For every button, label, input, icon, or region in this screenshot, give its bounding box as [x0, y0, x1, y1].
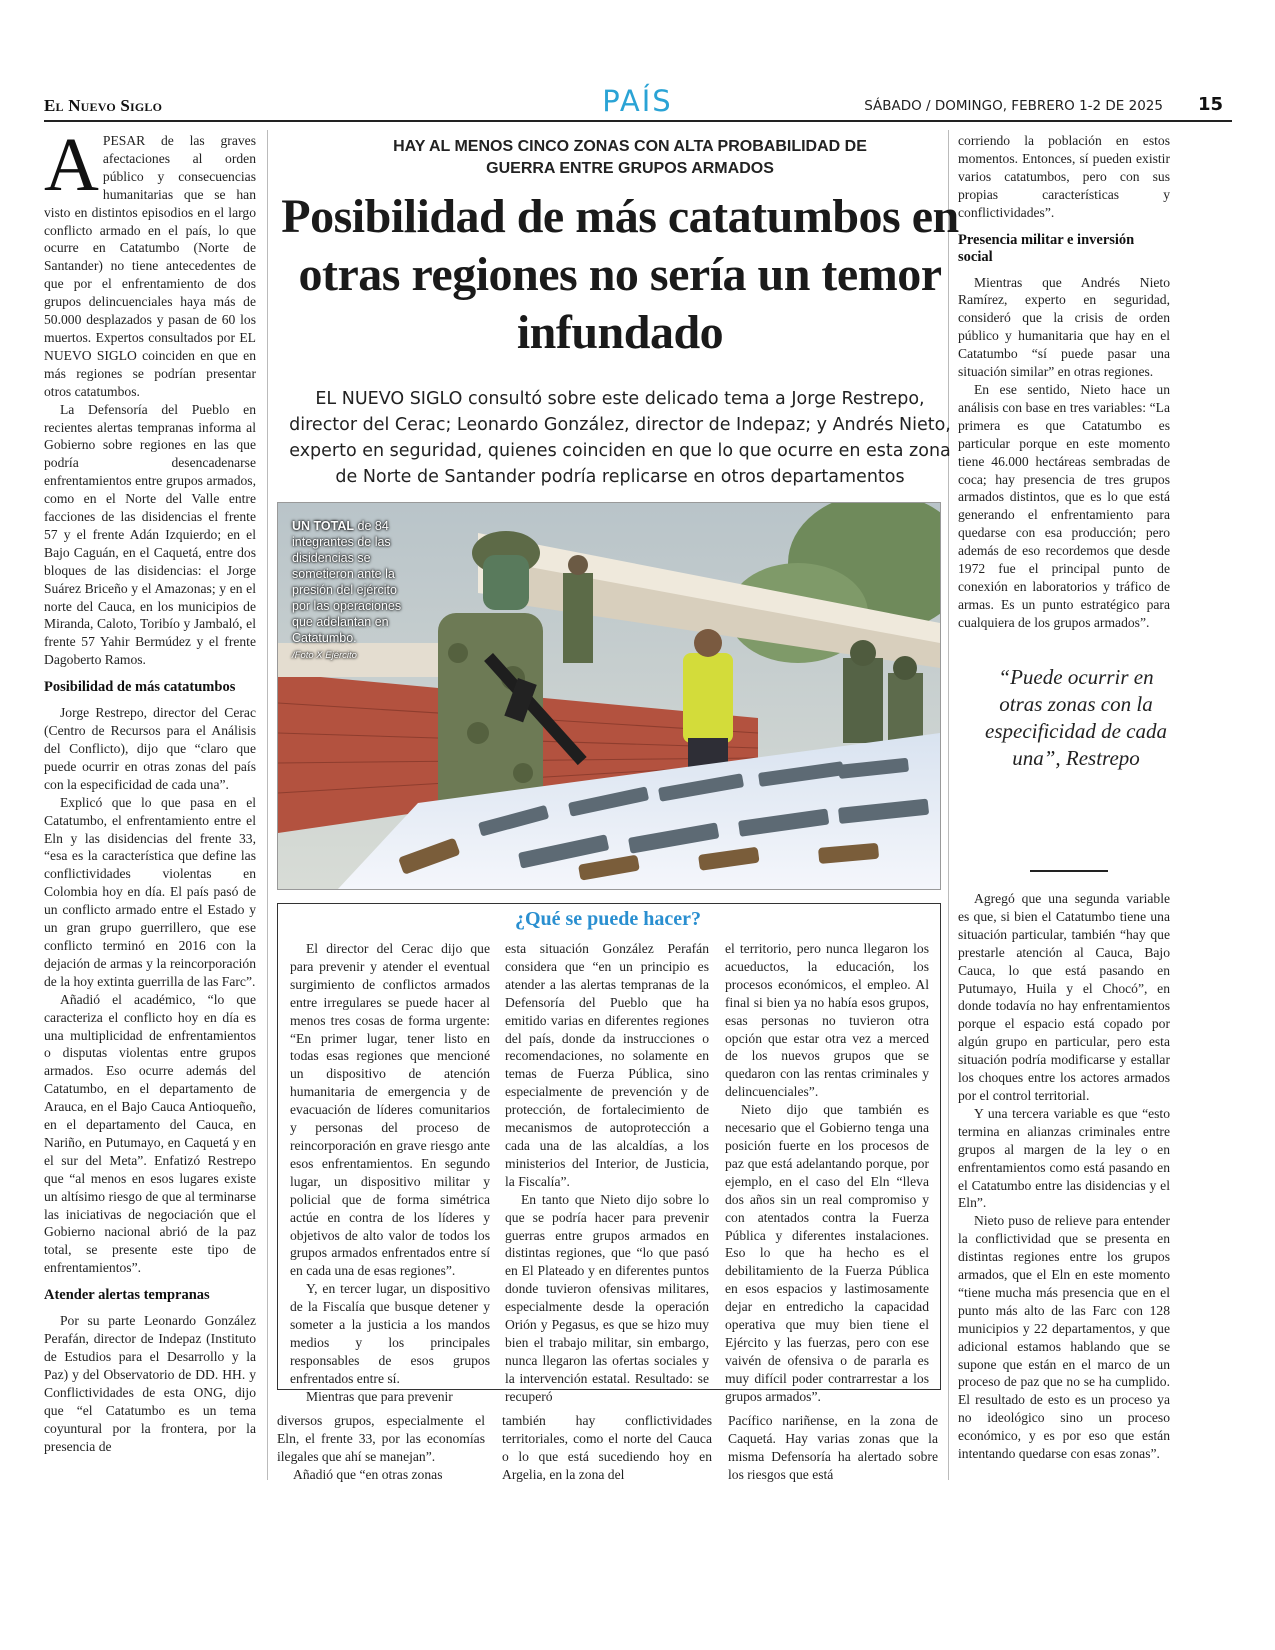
paragraph: el territorio, pero nunca llegaron los acueductos, la educación, los procesos económicos, el empleo. Al final si bien ya no había esos grupos, esas personas no tuvieron otra opción que estar otra vez a merced de los nuevos grupos que se quedaron con las rentas criminales y delincuenciales”. [725, 941, 929, 1100]
sidebar-column-3 [725, 940, 929, 1406]
sidebar-column-2 [505, 940, 709, 1406]
page-number: 15 [1197, 94, 1223, 115]
bottom-column-3 [728, 1412, 938, 1484]
paragraph: Agregó que una segunda variable es que, si bien el Catatumbo tiene una situación particular, también “hay que prestarle atención al Cauca, Bajo Cauca, lo que está pasando en Putumayo, Huila y el Chocó”, en donde todavía no hay enfrentamientos porque el espacio está copado por algún grupo en particular, pero esta situación podría modificarse y estallar los choques entre los actores armados por el control territorial. [958, 891, 1170, 1103]
headline: Posibilidad de más catatumbos en otras regiones no sería un temor infundado [281, 190, 959, 359]
section-title: PAÍS [602, 84, 673, 118]
paragraph: Y, en tercer lugar, un dispositivo de la Fiscalía que busque detener y someter a la justicia a los mandos medios y los principales responsables de esos grupos enfrentados entre sí. [290, 1281, 490, 1386]
column-4-lower [958, 890, 1170, 1463]
paragraph: Y una tercera variable es que “esto termina en alianzas criminales entre grupos al margen de la ley o en enfrentamientos como está pasando en el Catatumbo entre las disidencias y el Eln”. [958, 1105, 1170, 1211]
subheading: Posibilidad de más catatumbos [44, 679, 236, 696]
pull-quote-rule [1030, 870, 1108, 872]
paragraph: Jorge Restrepo, director del Cerac (Centro de Recursos para el Análisis del Conflicto), dijo que “claro que puede ocurrir en otras zonas del país con la especificidad de cada una”. [44, 705, 256, 792]
paragraph: La Defensoría del Pueblo en recientes alertas tempranas informa al Gobierno sobre regiones en las que podría desencadenarse enfrentamientos entre grupos armados, como en el Norte del Valle entre facciones de las disidencias el frente 57 y el frente Adán Izquierdo; en el Bajo Caguán, en el Caquetá, entre dos bloques de las disidencias: el Jorge Suárez Briceño y el Amazonas; y en el norte del Cauca, en los municipios de Miranda, Caloto, Toribío y Jambaló, el frente 57 Yahir Bermúdez y el frente Dagoberto Ramos. [44, 401, 256, 668]
paragraph: Mientras que para prevenir [306, 1388, 453, 1404]
paragraph: En ese sentido, Nieto hace un análisis con base en tres variables: “La primera es que Catatumbo es particular porque en este momento tiene 46.000 hectáreas sembradas de coca; hay presencia de tres grupos armados distintos, que es lo que está generando el enfrentamiento para quedarse con esa producción; pero además de eso recordemos que desde 1972 fue el principal punto de conexión en laboratorios y tráfico de armas. Es un punto estratégico para cualquiera de los grupos armados”. [958, 381, 1170, 630]
paragraph: Añadió que “en otras zonas [293, 1466, 443, 1482]
paragraph: diversos grupos, especialmente el Eln, el frente 33, por las economías ilegales que ahí se manejan”. [277, 1413, 485, 1464]
subheading: Presencia militar e inversión social [958, 231, 1135, 265]
dateline: SÁBADO / DOMINGO, FEBRERO 1-2 DE 2025 [864, 98, 1163, 114]
header-rule [44, 120, 1232, 122]
paragraph: Nieto puso de relieve para entender la conflictividad que se presenta en distintas regiones entre los grupos armados, que el Eln en este momento “tiene mucha más presencia que en el punto más alto de las Farc con 128 municipios y 22 departamentos, y que adicional estamos hablando que se supone que están en el marco de un proceso de paz que no se ha cumplido. El resultado de esto es un proceso ya no ideológico sino un proceso económico, y es por eso que están intentando quedarse con esas zonas”. [958, 1213, 1170, 1462]
kicker: HAY AL MENOS CINCO ZONAS CON ALTA PROBABILIDAD DE GUERRA ENTRE GRUPOS ARMADOS [393, 138, 867, 177]
photo-credit: /Foto X Ejército [292, 650, 357, 661]
subheading: Atender alertas tempranas [44, 1287, 210, 1304]
sidebar-title: ¿Qué se puede hacer? [514, 908, 702, 930]
drop-cap: A [44, 123, 99, 207]
paragraph: corriendo la población en estos momentos. Entonces, sí pueden existir varios catatumbos, pero con sus propias características y conflictividades”. [958, 133, 1170, 220]
paragraph: Pacífico nariñense, en la zona de Caquetá. Hay varias zonas que la misma Defensoría ha alertado sobre los riesgos que está [728, 1413, 938, 1482]
paragraph: también hay conflictividades territoriales, como el norte del Cauca o lo que está sucediendo hoy en Argelia, en la zona del [502, 1413, 712, 1482]
paragraph: En tanto que Nieto dijo sobre lo que se podría hacer para prevenir guerras entre grupos armados en distintas regiones, que “lo que pasó en El Plateado y en diferentes puntos donde tuvieron ofensivas militares, especialmente desde la operación Orión y Pegasus, es que se hizo muy bien el trabajo militar, sin embargo, nunca llegaron las ofertas sociales y la intervención estatal. Resultado: se recuperó [505, 1191, 709, 1404]
paragraph: Por su parte Leonardo González Perafán, director de Indepaz (Instituto de Estudios para el Desarrollo y la Paz) y del Observatorio de DD. HH. y Conflictividades de esta ONG, dijo que “el Catatumbo es un tema coyuntural por la frontera, por la presencia de [44, 1313, 256, 1454]
paragraph: El director del Cerac dijo que para prevenir y atender el eventual surgimiento de conflictos armados entre irregulares se puede hacer al menos tres cosas de forma urgente: “En primer lugar, tener listo en todas esas regiones que mencioné un dispositivo de atención humanitaria de emergencia y de evacuación de líderes comunitarios y personas del proceso de reincorporación en grave riesgo ante esos enfrentamientos. En segundo lugar, un dispositivo militar y policial que de forma simétrica actúe en contra de los líderes y objetivos de alto valor de todos los grupos armados enfrentados entre sí en cada una de esas regiones”. [290, 941, 490, 1279]
column-4 [958, 132, 1170, 632]
photo-caption: UN TOTAL de 84 integrantes de las disidencias se sometieron ante la presión del ejército por las operaciones que adelantan en Catatumbo. /Foto X Ejército [292, 518, 402, 664]
lead-paragraph: APESAR de las graves afectaciones al orden público y consecuencias humanitarias que se han visto en distintos episodios en el largo conflicto armado en el país, lo que ocurre en Catatumbo (Norte de Santander) no tiene antecedentes de que por el enfrentamiento de dos grupos delincuenciales haya más de 50.000 desplazados y pasan de 60 los muertos. Expertos consultados por EL NUEVO SIGLO coinciden en que en más regiones se podrían presentar otros catatumbos. [44, 123, 256, 399]
paragraph: Añadió el académico, “lo que caracteriza el conflicto hoy en día es una multiplicidad de enfrentamientos o disputas violentas entre grupos armados. Eso ocurre además del Catatumbo, en el departamento de Arauca, en el Bajo Cauca Antioqueño, en el departamento del Cauca, en Nariño, en Putumayo, en Caquetá y en el sur del Meta”. Enfatizó Restrepo que “al menos en esos lugares existe un altísimo riesgo de que al terminarse las iniciativas de negociación que el Gobierno nacional abrió de la paz total, se presente este tipo de enfrentamientos”. [44, 991, 256, 1276]
masthead: El Nuevo Siglo [44, 96, 163, 115]
pull-quote: “Puede ocurrir en otras zonas con la especificidad de cada una”, Restrepo [985, 665, 1167, 770]
paragraph: Mientras que Andrés Nieto Ramírez, experto en seguridad, consideró que la crisis de orden público y humanitaria que hay en el Catatumbo “sí puede pasar una situación similar” en otras regiones. [958, 274, 1170, 380]
paragraph: Explicó que lo que pasa en el Catatumbo, el enfrentamiento entre el Eln y las disidencias del frente 33, “esa es la característica que define las conflictividades violentas en Colombia hoy en día. El país pasó de un conflicto armado entre el Estado y un gran grupo guerrillero, que ese conflicto terminó en 2016 con la dejación de armas y la reincorporación de la hoy extinta guerrilla de las Farc”. [44, 794, 256, 989]
paragraph: esta situación González Perafán considera que “en un principio es atender a las alertas tempranas de la Defensoría del Pueblo que ha emitido varias en diferentes regiones del país, donde da instrucciones o recomendaciones, no solamente en temas de Fuerza Pública, sino especialmente de prevención y de protección, de fortalecimiento de mecanismos de autoprotección a cada una de las alcaldías, a los ministerios del Interior, de Justicia, la Fiscalía”. [505, 941, 709, 1189]
bottom-column-2 [502, 1412, 712, 1484]
dek: EL NUEVO SIGLO consultó sobre este delicado tema a Jorge Restrepo, director del Cerac; Leonardo González, director de Indepaz; y Andrés Nieto, experto en seguridad, quienes coinciden en que lo que ocurre en esta zona de Norte de Santander podría replicarse en otros departamentos [289, 389, 951, 487]
column-divider [267, 130, 268, 1480]
bottom-column-1 [277, 1412, 485, 1484]
sidebar-column-1 [290, 940, 490, 1406]
column-1 [44, 123, 256, 1455]
paragraph: Nieto dijo que también es necesario que el Gobierno tenga una posición fuerte en los procesos de paz que está adelantando porque, por ejemplo, en el caso del Eln “lleva dos años sin un real compromiso y con atentados contra la Fuerza Pública y diferentes instalaciones. Eso lo que ha hecho es el debilitamiento de la Fuerza Pública en esos espacios y lastimosamente dejar en entredicho la capacidad operativa que muy bien tiene el Ejército y las fuerzas, pero con ese vaivén de ofensiva o de pararla es muy difícil poder contrarrestar a los grupos armados”. [725, 1102, 929, 1404]
